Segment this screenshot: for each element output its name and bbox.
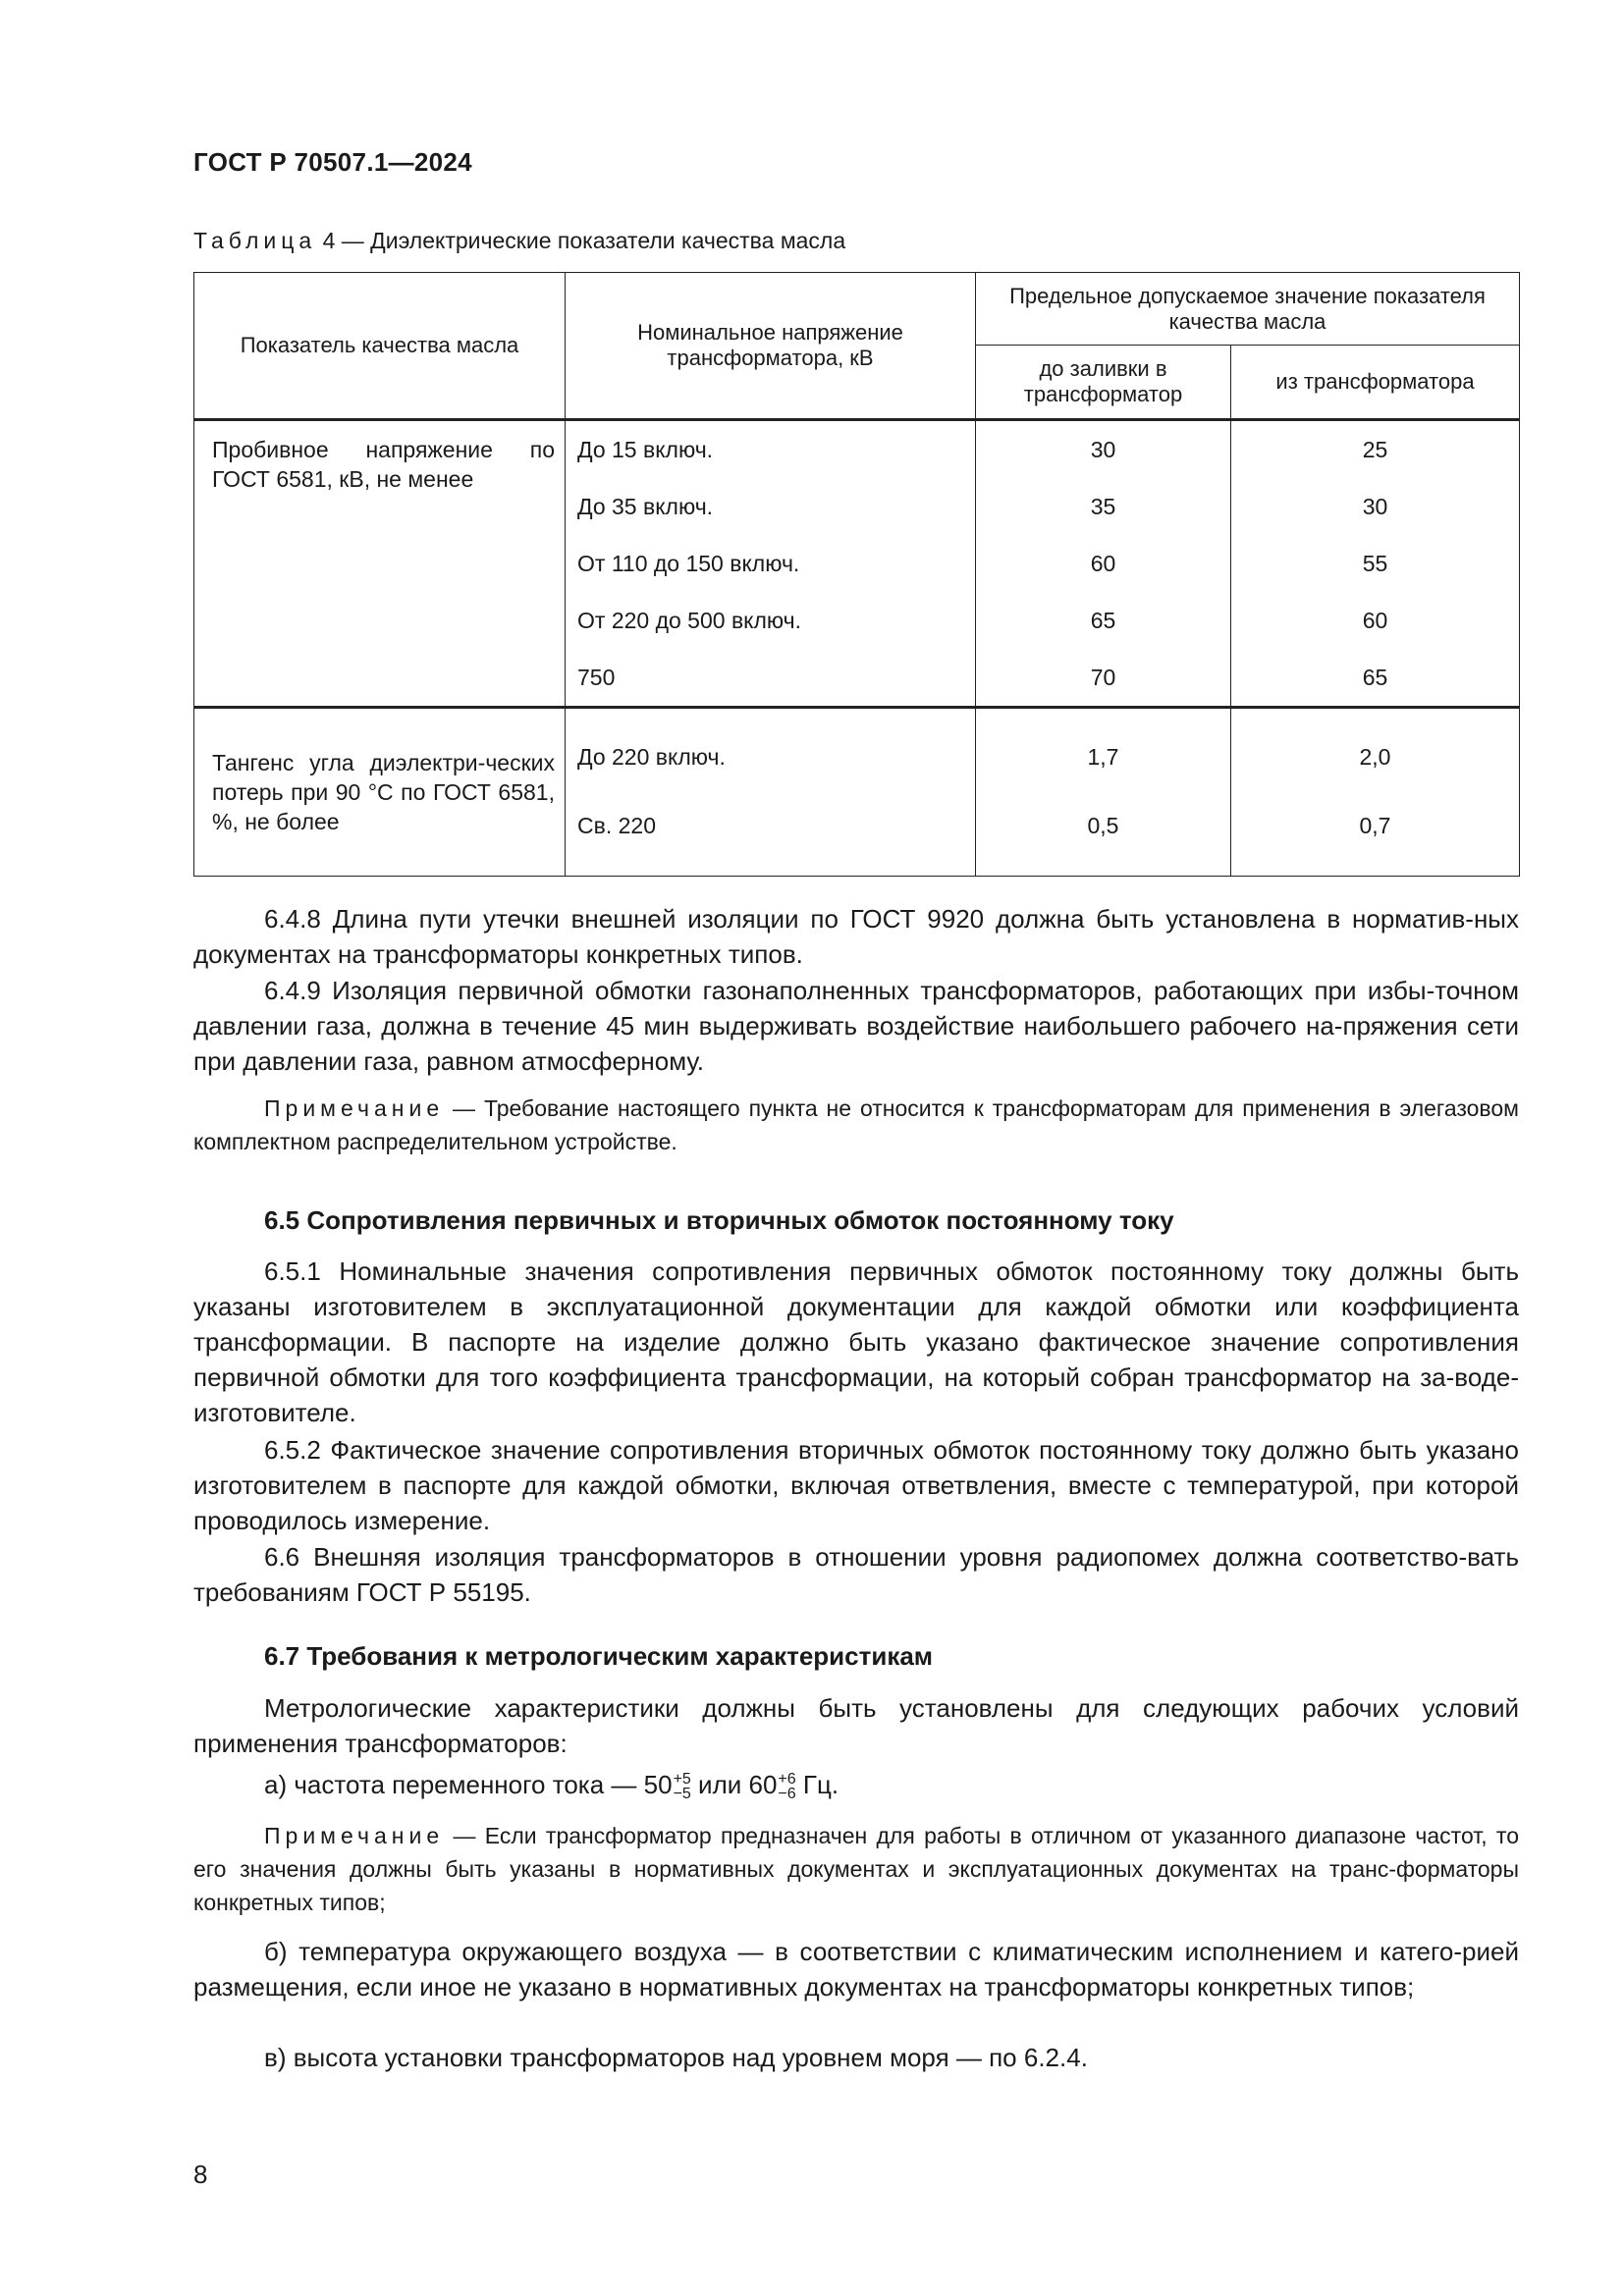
value-from-cell: 30: [1231, 478, 1520, 535]
voltage-cell: От 220 до 500 включ.: [566, 592, 976, 649]
table-block-tangent: [194, 708, 1520, 877]
value-before-cell: 0,5: [976, 805, 1231, 877]
note-text: — Если трансформатор предназначен для работы в отличном от указанного диапазоне частот, то его значения должны быть указаны в нормативных документах и эксплуатационных документах на транс-форматоры конкретных типов;: [193, 1823, 1519, 1915]
indicator-breakdown-voltage: Пробивное напряжение по ГОСТ 6581, кВ, не менее: [194, 420, 566, 708]
voltage-cell: От 110 до 150 включ.: [566, 535, 976, 592]
section-heading-6-7: 6.7 Требования к метрологическим характеристикам: [264, 1641, 934, 1671]
value-before-cell: 65: [976, 592, 1231, 649]
paragraph-6-4-8: [193, 901, 1519, 972]
frequency-tolerance: +5 −5: [673, 1771, 691, 1803]
voltage-cell: До 15 включ.: [566, 420, 976, 479]
value-from-cell: 2,0: [1231, 708, 1520, 806]
note-2: [193, 1819, 1519, 1919]
value-before-cell: 35: [976, 478, 1231, 535]
table-block-breakdown: [194, 420, 1520, 708]
value-before-cell: 30: [976, 420, 1231, 479]
paragraph-6-5-1: [193, 1254, 1519, 1430]
list-item-text: б) температура окружающего воздуха — в соответствии с климатическим исполнением и катего-рией размещения, если иное не указано в нормативных документах на трансформаторы конкретных типов;: [193, 1937, 1519, 2002]
paragraph-6-5-2: [193, 1432, 1519, 1538]
paragraph-text: 6.4.8 Длина пути утечки внешней изоляции по ГОСТ 9920 должна быть установлена в норматив-ных документах на трансформаторы конкретных типов.: [193, 904, 1519, 969]
oil-quality-table: [193, 272, 1520, 877]
header-limit: Предельное допускаемое значение показателя качества масла: [976, 273, 1520, 346]
frequency-value: 60: [748, 1770, 778, 1799]
table-caption: [193, 228, 845, 254]
value-from-cell: 55: [1231, 535, 1520, 592]
value-from-cell: 0,7: [1231, 805, 1520, 877]
paragraph-6-6: [193, 1539, 1519, 1610]
paragraph-6-4-9: [193, 973, 1519, 1079]
value-before-cell: 60: [976, 535, 1231, 592]
note-label: Примечание: [264, 1095, 445, 1121]
paragraph-text: 6.4.9 Изоляция первичной обмотки газонаполненных трансформаторов, работающих при избы-точном давлении газа, должна в течение 45 мин выдерживать воздействие наибольшего рабочего на-пряжения сети при давлении газа, равном атмосферному.: [193, 976, 1519, 1076]
note-1: [193, 1092, 1519, 1158]
paragraph-text: 6.5.2 Фактическое значение сопротивления вторичных обмоток постоянному току должно быть указано изготовителем в паспорте для каждой обмотки, включая ответвления, вместе с температурой, при которой проводилось измерение.: [193, 1435, 1519, 1535]
voltage-cell: До 220 включ.: [566, 708, 976, 806]
header-from: из трансформатора: [1231, 346, 1520, 420]
voltage-cell: Св. 220: [566, 805, 976, 877]
paragraph-text: 6.6 Внешняя изоляция трансформаторов в отношении уровня радиопомех должна соответство-вать требованиям ГОСТ Р 55195.: [193, 1542, 1519, 1607]
header-voltage: Номинальное напряжение трансформатора, кВ: [566, 273, 976, 420]
page-number: 8: [193, 2160, 208, 2189]
value-from-cell: 65: [1231, 649, 1520, 708]
document-code: ГОСТ Р 70507.1—2024: [193, 147, 472, 177]
paragraph-text: 6.5.1 Номинальные значения сопротивления первичных обмоток постоянному току должны быть указаны изготовителем в эксплуатационной документации для каждой обмотки или коэффициента трансформации. В паспорте на изделие должно быть указано фактическое значение сопротивления первичной обмотки для того коэффициента трансформации, на который собран трансформатор на за-воде-изготовителе.: [193, 1256, 1519, 1427]
voltage-cell: 750: [566, 649, 976, 708]
value-from-cell: 25: [1231, 420, 1520, 479]
list-item-text: в) высота установки трансформаторов над уровнем моря — по 6.2.4.: [264, 2043, 1088, 2072]
value-before-cell: 1,7: [976, 708, 1231, 806]
list-item-text: а) частота переменного тока —: [264, 1770, 644, 1799]
list-item-v-altitude: [193, 2040, 1519, 2075]
table-row: [194, 708, 1520, 806]
frequency-tolerance: +6 −6: [778, 1771, 796, 1803]
frequency-value: 50: [643, 1770, 673, 1799]
table-caption-text: 4 — Диэлектрические показатели качества масла: [316, 228, 846, 253]
list-item-b-temperature: [193, 1934, 1519, 2004]
indicator-dielectric-loss: Тангенс угла диэлектри-ческих потерь при 90 °С по ГОСТ 6581, %, не более: [194, 708, 566, 877]
paragraph-text: Метрологические характеристики должны быть установлены для следующих рабочих условий применения трансформаторов:: [193, 1693, 1519, 1758]
list-item-a-frequency: а) частота переменного тока — 50 +5 −5 или 60 +6 −6 Гц.: [264, 1770, 839, 1803]
table-caption-label: Таблица: [193, 228, 317, 253]
voltage-cell: До 35 включ.: [566, 478, 976, 535]
header-indicator: Показатель качества масла: [194, 273, 566, 420]
value-before-cell: 70: [976, 649, 1231, 708]
table-row: [194, 420, 1520, 479]
paragraph-metrology: [193, 1690, 1519, 1761]
header-before: до заливки в трансформатор: [976, 346, 1231, 420]
section-heading-6-5: 6.5 Сопротивления первичных и вторичных обмоток постоянному току: [264, 1205, 1174, 1235]
note-text: — Требование настоящего пункта не относится к трансформаторам для применения в элегазовом комплектном распределительном устройстве.: [193, 1095, 1519, 1154]
note-label: Примечание: [264, 1823, 445, 1848]
value-from-cell: 60: [1231, 592, 1520, 649]
